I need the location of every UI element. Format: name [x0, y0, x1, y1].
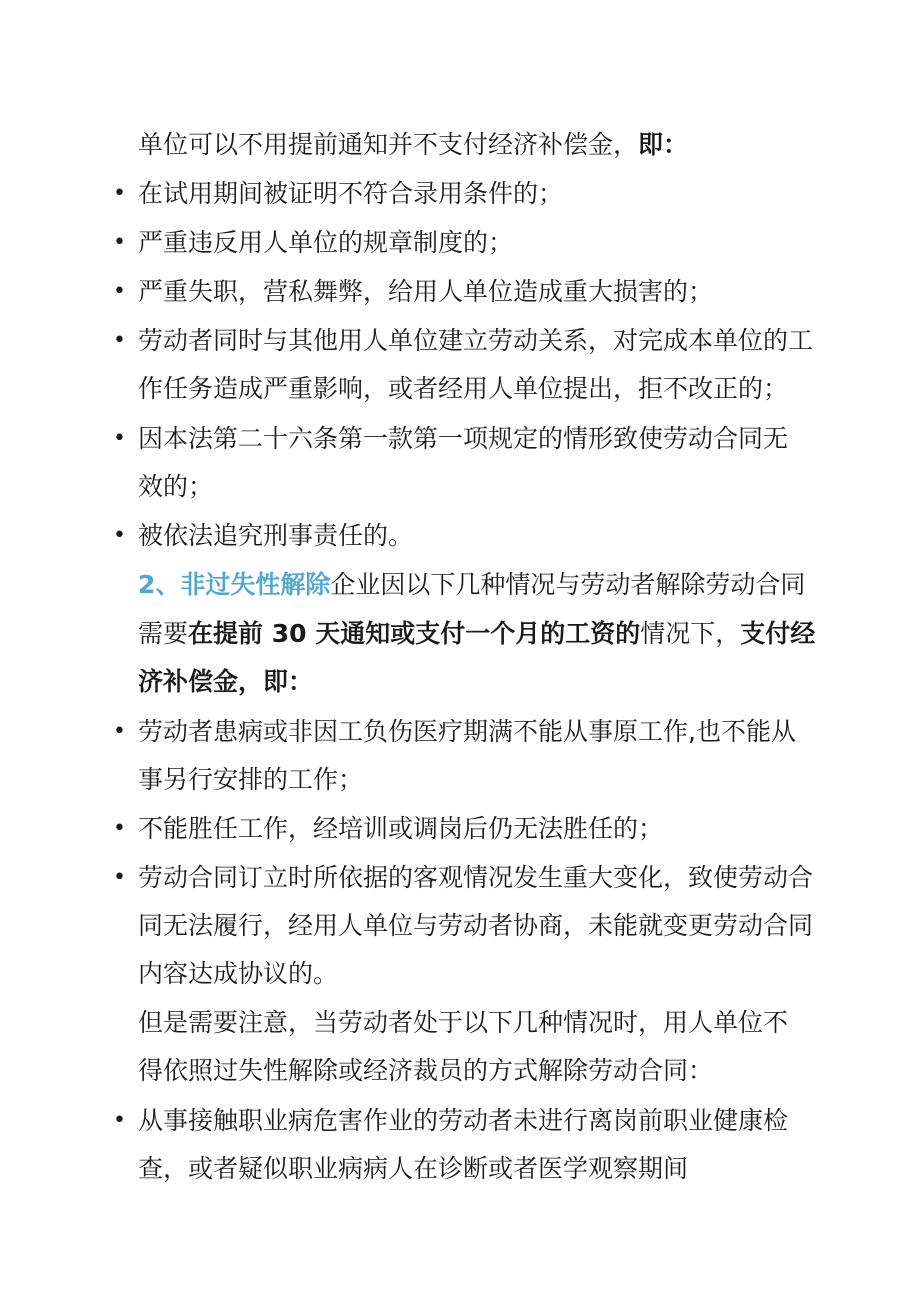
section-bold-text: 支付经	[740, 619, 816, 648]
intro-bold: 即：	[638, 130, 689, 159]
note-line: 得依照过失性解除或经济裁员的方式解除劳动合同：	[138, 1056, 714, 1085]
section-heading-line	[138, 568, 808, 602]
intro-line	[138, 128, 808, 162]
bullet-icon: •	[113, 328, 126, 353]
bullet-icon: •	[113, 816, 126, 841]
list-item-continuation: 同无法履行，经用人单位与劳动者协商，未能就变更劳动合同	[138, 911, 814, 940]
list-item-continuation: 效的；	[138, 472, 214, 501]
bullet-icon: •	[113, 230, 126, 255]
bullet-icon: •	[113, 1108, 126, 1133]
bullet-icon: •	[113, 279, 126, 304]
bullet-icon: •	[113, 426, 126, 451]
bullet-icon: •	[113, 181, 126, 206]
section-text: 企业因以下几种情况与劳动者解除劳动合同	[330, 570, 806, 599]
list-item: 因本法第二十六条第一款第一项规定的情形致使劳动合同无	[138, 424, 789, 453]
list-item: 严重失职，营私舞弊，给用人单位造成重大损害的；	[138, 277, 714, 306]
section-text: 情况下，	[640, 619, 741, 648]
section-text: 需要	[138, 619, 189, 648]
list-item-continuation: 查，或者疑似职业病病人在诊断或者医学观察期间	[138, 1154, 689, 1183]
bullet-icon: •	[113, 523, 126, 548]
section-bold-line: 济补偿金，即：	[138, 667, 314, 696]
list-item: 不能胜任工作，经培训或调岗后仍无法胜任的；	[138, 814, 664, 843]
intro-text: 单位可以不用提前通知并不支付经济补偿金，	[138, 130, 639, 159]
section-bold-text: 在提前 30 天通知或支付一个月的工资的	[188, 619, 641, 648]
list-item: 在试用期间被证明不符合录用条件的；	[138, 179, 564, 208]
list-item: 劳动者同时与其他用人单位建立劳动关系，对完成本单位的工	[138, 326, 814, 355]
section-number: 2、	[138, 570, 181, 599]
list-item-continuation: 内容达成协议的。	[138, 959, 339, 988]
section-body-line	[138, 617, 816, 651]
list-item: 劳动者患病或非因工负伤医疗期满不能从事原工作,也不能从	[138, 717, 796, 746]
list-item-continuation: 作任务造成严重影响，或者经用人单位提出，拒不改正的；	[138, 374, 789, 403]
bullet-icon: •	[113, 719, 126, 744]
list-item: 严重违反用人单位的规章制度的；	[138, 228, 514, 257]
section-heading: 非过失性解除	[180, 570, 331, 599]
list-item: 从事接触职业病危害作业的劳动者未进行离岗前职业健康检	[138, 1106, 789, 1135]
list-item: 被依法追究刑事责任的。	[138, 521, 414, 550]
bullet-icon: •	[113, 865, 126, 890]
list-item-continuation: 事另行安排的工作；	[138, 765, 364, 794]
list-item: 劳动合同订立时所依据的客观情况发生重大变化，致使劳动合	[138, 863, 814, 892]
note-line: 但是需要注意，当劳动者处于以下几种情况时，用人单位不	[138, 1008, 789, 1037]
